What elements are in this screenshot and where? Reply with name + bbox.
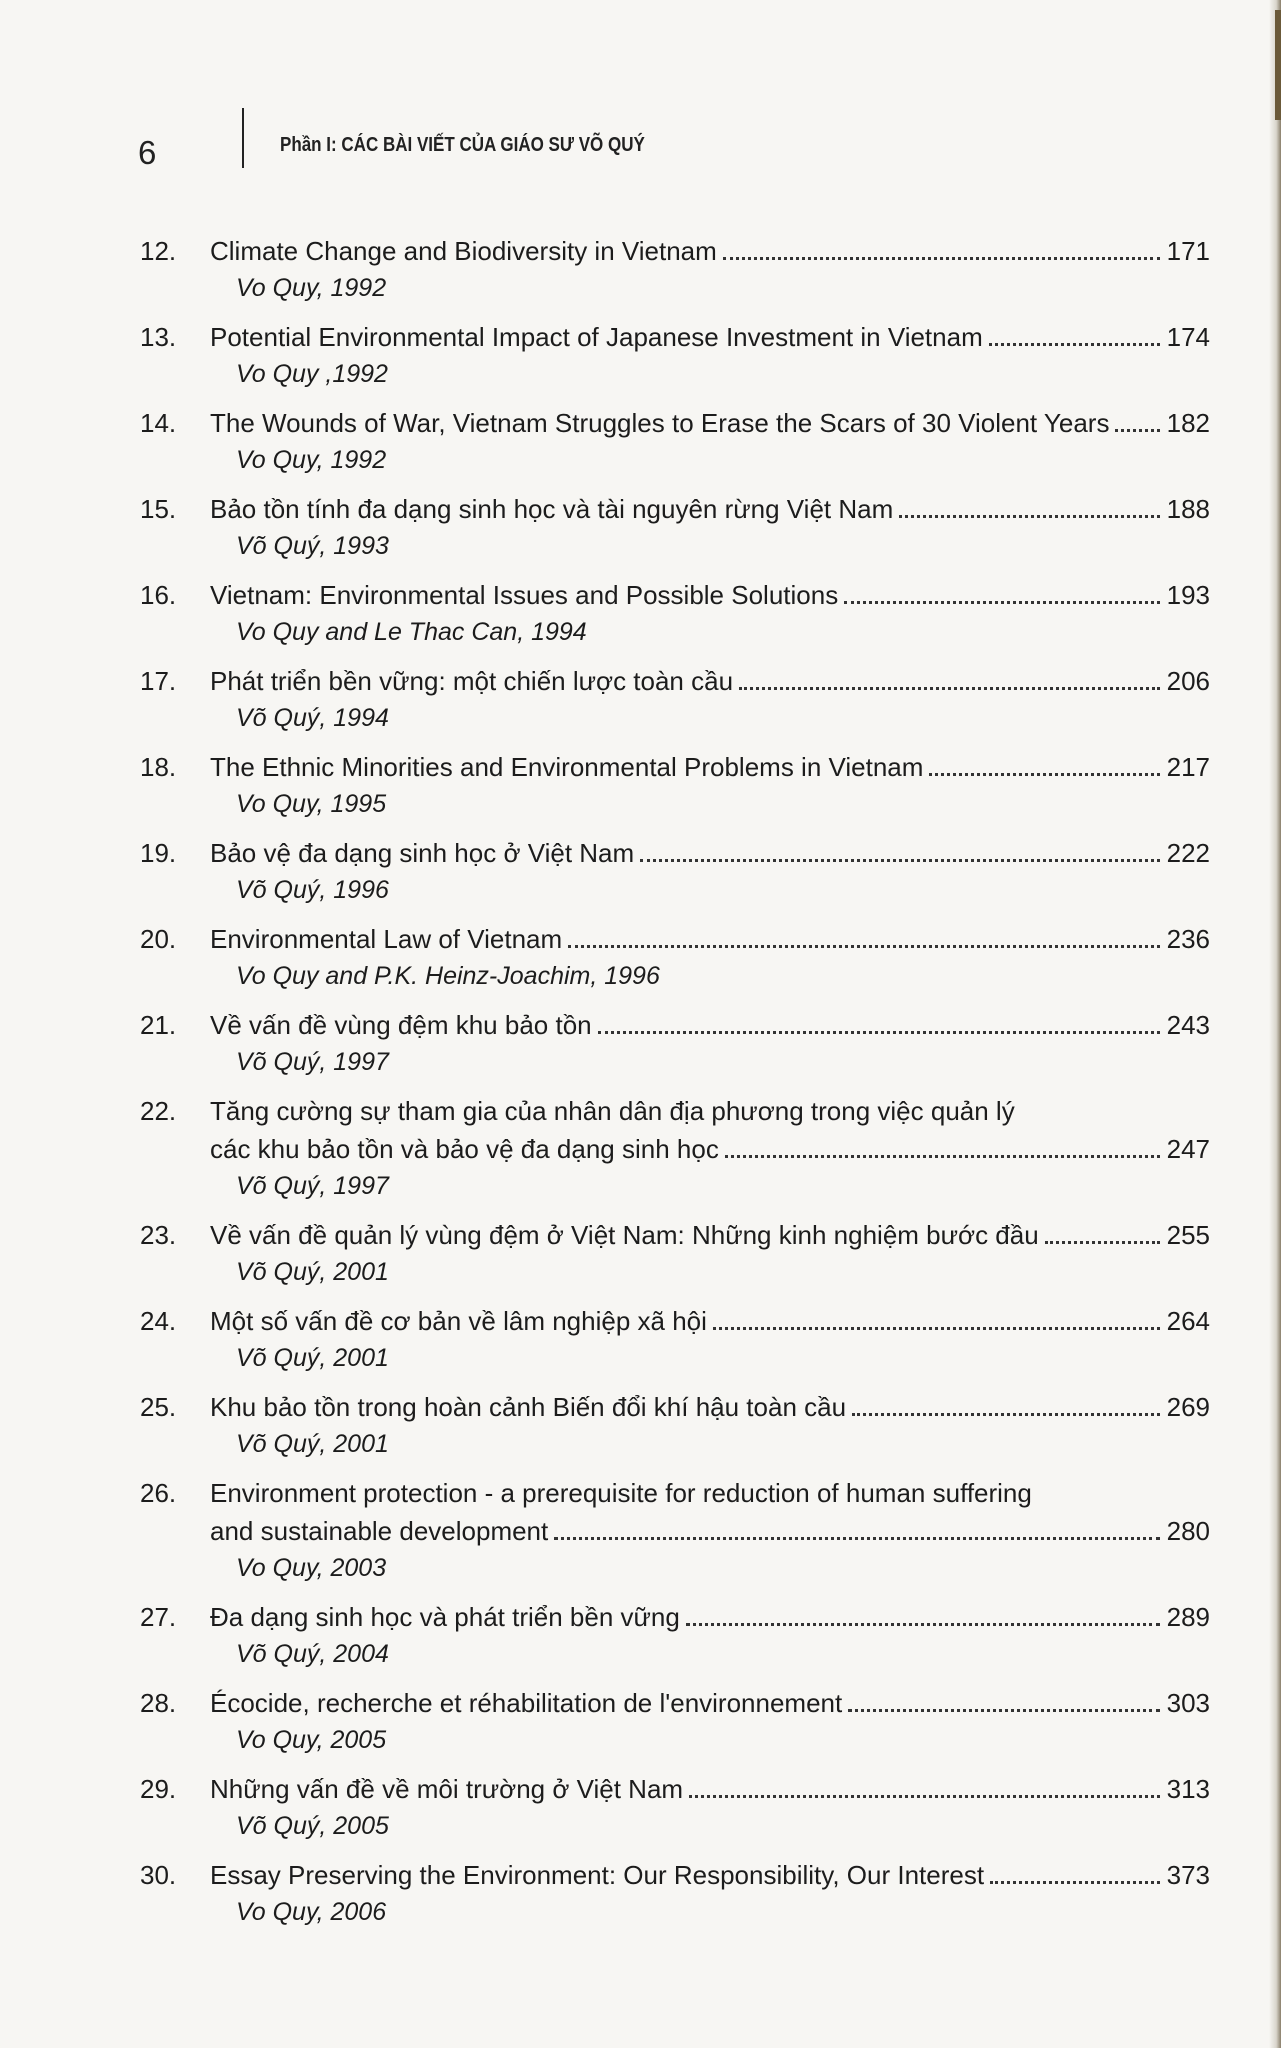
dot-leader [844, 601, 1160, 604]
header-divider [242, 108, 244, 168]
toc-entry-row [140, 1598, 1210, 1636]
dot-leader [1045, 1241, 1160, 1244]
toc-entry-title: Potential Environmental Impact of Japanese Investment in Vietnam [210, 322, 983, 352]
toc-entry-number: 22. [140, 1096, 177, 1126]
toc-entry-number: 21. [140, 1010, 177, 1040]
toc-entry-page: 255 [1166, 1220, 1210, 1250]
toc-entry-title: Vietnam: Environmental Issues and Possible Solutions [210, 580, 839, 610]
page-edge [1269, 0, 1281, 2048]
toc-entry-title: Écocide, recherche et réhabilitation de l'environnement [210, 1688, 843, 1718]
toc-entry-page: 171 [1166, 236, 1210, 266]
dot-leader [739, 687, 1160, 690]
toc-entry-row [140, 1130, 1210, 1168]
toc-entry-page: 269 [1166, 1392, 1210, 1422]
toc-entry-page: 303 [1166, 1688, 1210, 1718]
toc-entry-author: Võ Quý, 1997 [236, 1048, 389, 1076]
toc-entry-number: 25. [140, 1392, 177, 1422]
toc-entry-author: Vo Quy, 1992 [236, 274, 387, 302]
toc-entry-page: 247 [1166, 1134, 1210, 1164]
toc-entry-title-line1: Tăng cường sự tham gia của nhân dân địa phương trong việc quản lý [210, 1096, 1015, 1126]
toc-entry-row [140, 1388, 1210, 1426]
toc-entry [140, 318, 1210, 392]
toc-entry-author: Vo Quy, 1995 [236, 790, 387, 818]
toc-entry-number: 27. [140, 1602, 177, 1632]
toc-entry [140, 1302, 1210, 1376]
toc-entry-title: các khu bảo tồn và bảo vệ đa dạng sinh học [210, 1134, 719, 1164]
toc-entry-title: Những vấn đề về môi trường ở Việt Nam [210, 1774, 684, 1804]
toc-entry-row [140, 404, 1210, 442]
toc-entry-author: Võ Quý, 2001 [236, 1430, 389, 1458]
dot-leader [723, 257, 1160, 260]
toc-entry-number: 14. [140, 408, 177, 438]
toc-entry-page: 313 [1166, 1774, 1210, 1804]
dot-leader [713, 1327, 1160, 1330]
toc-entry-row [140, 1474, 1210, 1512]
toc-entry-title: Phát triển bền vững: một chiến lược toàn cầu [210, 666, 734, 696]
toc-entry-page: 289 [1166, 1602, 1210, 1632]
toc-entry-page: 236 [1166, 924, 1210, 954]
toc-entry-number: 30. [140, 1860, 177, 1890]
toc-entry-row [140, 748, 1210, 786]
toc-entry-number: 23. [140, 1220, 177, 1250]
toc-entry-title: Một số vấn đề cơ bản về lâm nghiệp xã hội [210, 1306, 707, 1336]
toc-entry [140, 662, 1210, 736]
dot-leader [852, 1413, 1160, 1416]
toc-entry-author: Vo Quy, 1992 [236, 446, 387, 474]
toc-entry-page: 206 [1166, 666, 1210, 696]
dot-leader [725, 1155, 1160, 1158]
toc-entry-author: Vo Quy, 2005 [236, 1726, 387, 1754]
dot-leader [929, 773, 1160, 776]
toc-entry [140, 1388, 1210, 1462]
toc-entry-number: 24. [140, 1306, 177, 1336]
toc-entry-author: Võ Quý, 1993 [236, 532, 389, 560]
toc-entry-author: Vo Quy ,1992 [236, 360, 388, 388]
toc-entry-row [140, 662, 1210, 700]
dot-leader [990, 1881, 1160, 1884]
toc-entry-title: Khu bảo tồn trong hoàn cảnh Biến đổi khí hậu toàn cầu [210, 1392, 847, 1422]
toc-entry-number: 15. [140, 494, 177, 524]
toc-entry [140, 1684, 1210, 1758]
toc-entry-author: Võ Quý, 1997 [236, 1172, 389, 1200]
toc-entry-title: Environmental Law of Vietnam [210, 924, 563, 954]
toc-entry-page: 280 [1166, 1516, 1210, 1546]
toc-entry [140, 1474, 1210, 1586]
toc-entry-author: Vo Quy and Le Thac Can, 1994 [236, 618, 587, 646]
toc-entry-number: 26. [140, 1478, 177, 1508]
toc-entry-author: Vo Quy, 2006 [236, 1898, 387, 1926]
toc-entry-title: Bảo vệ đa dạng sinh học ở Việt Nam [210, 838, 635, 868]
page-header [138, 108, 1138, 188]
toc-entry [140, 490, 1210, 564]
toc-entry-page: 243 [1166, 1010, 1210, 1040]
table-of-contents [140, 232, 1210, 1942]
toc-entry-number: 19. [140, 838, 177, 868]
toc-entry [140, 920, 1210, 994]
toc-entry [140, 1770, 1210, 1844]
toc-entry-author: Võ Quý, 2005 [236, 1812, 389, 1840]
dot-leader [686, 1623, 1160, 1626]
toc-entry-row [140, 1512, 1210, 1550]
dot-leader [640, 859, 1160, 862]
page-edge-mark [1275, 10, 1281, 120]
toc-entry-row [140, 834, 1210, 872]
toc-entry-row [140, 1092, 1210, 1130]
toc-entry-number: 18. [140, 752, 177, 782]
toc-entry-number: 16. [140, 580, 177, 610]
toc-entry-author: Vo Quy, 2003 [236, 1554, 387, 1582]
dot-leader [899, 515, 1160, 518]
toc-entry-title-line1: Environment protection - a prerequisite for reduction of human suffering [210, 1478, 1032, 1508]
dot-leader [598, 1031, 1160, 1034]
toc-entry-title: Đa dạng sinh học và phát triển bền vững [210, 1602, 680, 1632]
toc-entry-author: Vo Quy and P.K. Heinz-Joachim, 1996 [236, 962, 660, 990]
toc-entry-row [140, 1216, 1210, 1254]
toc-entry-title: Về vấn đề vùng đệm khu bảo tồn [210, 1010, 592, 1040]
toc-entry-page: 264 [1166, 1306, 1210, 1336]
toc-entry-number: 20. [140, 924, 177, 954]
toc-entry-title: Về vấn đề quản lý vùng đệm ở Việt Nam: Những kinh nghiệm bước đầu [210, 1220, 1039, 1250]
toc-entry-number: 12. [140, 236, 177, 266]
toc-entry-title: Climate Change and Biodiversity in Vietnam [210, 236, 717, 266]
toc-entry [140, 576, 1210, 650]
toc-entry [140, 1216, 1210, 1290]
toc-entry-title: The Wounds of War, Vietnam Struggles to Erase the Scars of 30 Violent Years [210, 408, 1110, 438]
toc-entry-page: 174 [1166, 322, 1210, 352]
toc-entry-row [140, 318, 1210, 356]
toc-entry-page: 222 [1166, 838, 1210, 868]
toc-entry-page: 188 [1166, 494, 1210, 524]
toc-entry-row [140, 1856, 1210, 1894]
dot-leader [989, 343, 1160, 346]
toc-entry [140, 1598, 1210, 1672]
toc-entry-title: and sustainable development [210, 1516, 549, 1546]
toc-entry-title: Bảo tồn tính đa dạng sinh học và tài nguyên rừng Việt Nam [210, 494, 894, 524]
toc-entry-page: 193 [1166, 580, 1210, 610]
toc-entry-author: Võ Quý, 1994 [236, 704, 389, 732]
toc-entry-author: Võ Quý, 2001 [236, 1344, 389, 1372]
toc-entry [140, 748, 1210, 822]
toc-entry-row [140, 1684, 1210, 1722]
dot-leader [568, 945, 1160, 948]
toc-entry-title: The Ethnic Minorities and Environmental Problems in Vietnam [210, 752, 924, 782]
toc-entry-number: 13. [140, 322, 177, 352]
toc-entry-row [140, 576, 1210, 614]
toc-entry [140, 1856, 1210, 1930]
dot-leader [848, 1709, 1160, 1712]
toc-entry-row [140, 920, 1210, 958]
toc-entry-row [140, 490, 1210, 528]
toc-entry-page: 373 [1166, 1860, 1210, 1890]
toc-entry-page: 182 [1166, 408, 1210, 438]
toc-entry-number: 17. [140, 666, 177, 696]
toc-entry [140, 404, 1210, 478]
toc-entry-author: Võ Quý, 2004 [236, 1640, 389, 1668]
toc-entry-author: Võ Quý, 1996 [236, 876, 389, 904]
toc-entry [140, 834, 1210, 908]
toc-entry-author: Võ Quý, 2001 [236, 1258, 389, 1286]
toc-entry [140, 232, 1210, 306]
toc-entry-page: 217 [1166, 752, 1210, 782]
dot-leader [554, 1537, 1160, 1540]
toc-entry [140, 1006, 1210, 1080]
toc-entry-row [140, 1770, 1210, 1808]
dot-leader [689, 1795, 1160, 1798]
toc-entry-title: Essay Preserving the Environment: Our Responsibility, Our Interest [210, 1860, 985, 1890]
running-head: Phần I: CÁC BÀI VIẾT CỦA GIÁO SƯ VÕ QUÝ [280, 134, 645, 156]
page-number: 6 [138, 134, 157, 171]
toc-entry-number: 29. [140, 1774, 177, 1804]
toc-entry-row [140, 232, 1210, 270]
toc-entry-row [140, 1006, 1210, 1044]
toc-entry-row [140, 1302, 1210, 1340]
dot-leader [1115, 429, 1160, 432]
toc-entry-number: 28. [140, 1688, 177, 1718]
toc-entry [140, 1092, 1210, 1204]
